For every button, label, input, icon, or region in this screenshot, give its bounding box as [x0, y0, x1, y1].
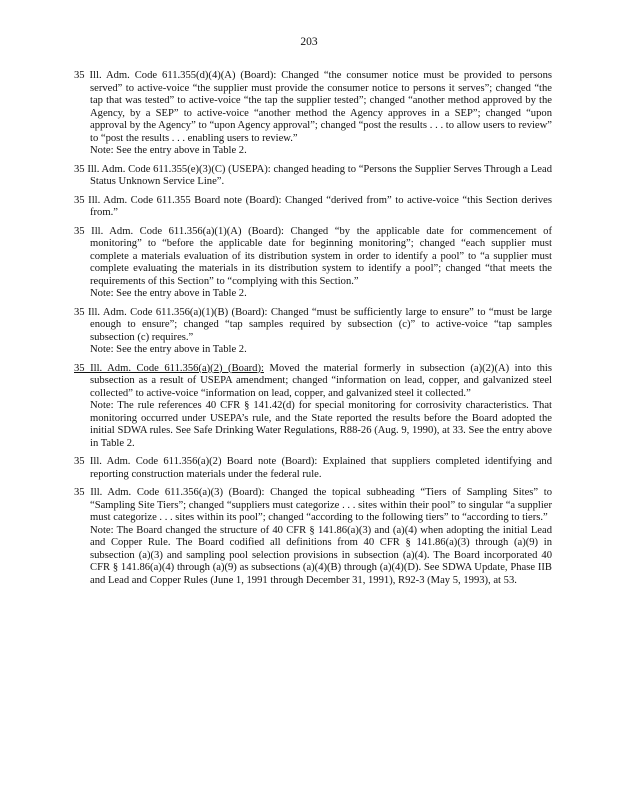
entry-text: Moved the material formerly in subsection (a)(2)(A) into this subsection as a result of USEPA amendment; changed “information on lead, copper, and galvanized steel collected” to active-voice “information on lead, copper, and galvanized steel it collected.” [90, 362, 553, 399]
entry-body [74, 456, 552, 481]
entry [74, 195, 552, 220]
entry-note: Note: See the entry above in Table 2. [90, 145, 247, 156]
entry [74, 70, 552, 158]
entry-citation: 35 Ill. Adm. Code 611.355 Board note (Board): [74, 194, 282, 206]
entries-list [74, 70, 552, 593]
entry [74, 164, 552, 189]
entry [74, 307, 552, 357]
entry-note: Note: See the entry above in Table 2. [90, 288, 247, 299]
entry-text: Changed “by the applicable date for commencement of monitoring” to “before the applicable date for beginning monitoring”; changed “each supplier must complete a materials evaluation of its distribution system in order to identify a pool” to “a supplier must complete evaluating the materials in its distribution system to identify a pool”; changed “that meets the requirements of this Section” to “complying with this Section.” [90, 225, 552, 287]
entry-body [74, 164, 552, 189]
page-number: 203 [300, 36, 318, 48]
entry-citation: 35 Ill. Adm. Code 611.356(a)(1)(A) (Board): [74, 225, 284, 237]
entry [74, 487, 552, 587]
entry-body [74, 195, 552, 220]
entry [74, 363, 552, 451]
entry-citation: 35 Ill. Adm. Code 611.356(a)(1)(B) (Board): [74, 306, 268, 318]
entry-citation: 35 Ill. Adm. Code 611.355(e)(3)(C) (USEPA): [74, 163, 271, 175]
entry-citation: 35 Ill. Adm. Code 611.356(a)(3) (Board): [74, 487, 265, 498]
entry-body [74, 226, 552, 289]
entry-citation: 35 Ill. Adm. Code 611.356(a)(2) Board note (Board): [74, 456, 318, 467]
entry-body [74, 70, 552, 145]
entry-body [74, 487, 552, 525]
entry-text: Changed “derived from” to active-voice “this Section derives from.” [90, 194, 552, 218]
entry-body [74, 307, 552, 345]
entry-note: Note: The Board changed the structure of 40 CFR § 141.86(a)(3) and (a)(4) when adopting the initial Lead and Copper Rule. The Board codified all definitions from 40 CFR § 141.86(a)(3) through (a)(9) in subsection (a)(3) and sampling pool selection provisions in subsection (a)(4). The Board incorporated 40 CFR § 141.86(a)(4) through (a)(9) as subsections (a)(4)(B) through (a)(4)(D). See SDWA Update, Phase IIB and Lead and Copper Rules (June 1, 1991 through December 31, 1991), R92-3 (May 5, 1993), at 53. [90, 524, 552, 586]
entry-text: Changed “must be sufficiently large to ensure” to “must be large enough to ensure”; changed “tap samples required by subsection (c)” to active-voice “tap samples subsection (c) requires.” [90, 306, 553, 343]
entry [74, 456, 552, 481]
entry [74, 226, 552, 301]
entry-text: Explained that suppliers completed identifying and reporting construction materials under the federal rule. [90, 456, 552, 480]
entry-text: Changed “the consumer notice must be provided to persons served” to active-voice “the supplier must provide the consumer notice to persons it serves”; changed “the tap that was tested” to active-voice “the tap the supplier tested”; changed “another method approved by the Agency, by a SEP” to active-voice “another method the Agency approves in a SEP”; changed “upon approval by the Agency” to “upon Agency approval”; changed “post the results . . . to allow users to review” to “post the results . . . enabling users to review.” [90, 70, 552, 144]
entry-note: Note: See the entry above in Table 2. [90, 344, 247, 355]
entry-body [74, 363, 552, 401]
entry-text: Changed the topical subheading “Tiers of Sampling Sites” to “Sampling Site Tiers”; changed “suppliers must categorize . . . sites within their pool” to singular “a supplier must categorize . . . sites within its pool”; changed “according to the following tiers” to “according to tiers.” [90, 487, 553, 523]
entry-citation: 35 Ill. Adm. Code 611.356(a)(2) (Board): [74, 362, 264, 374]
entry-citation: 35 Ill. Adm. Code 611.355(d)(4)(A) (Board): [74, 70, 277, 81]
entry-text: changed heading to “Persons the Supplier Serves Through a Lead Status Unknown Service Line”. [90, 163, 552, 187]
entry-note: Note: The rule references 40 CFR § 141.42(d) for special monitoring for corrosivity characteristics. That monitoring occurred under USEPA’s rule, and the State reported the results before the Board adopted the initial SDWA rules. See Safe Drinking Water Regulations, R88-26 (Aug. 9, 1990), at 33. See the entry above in Table 2. [90, 400, 552, 449]
